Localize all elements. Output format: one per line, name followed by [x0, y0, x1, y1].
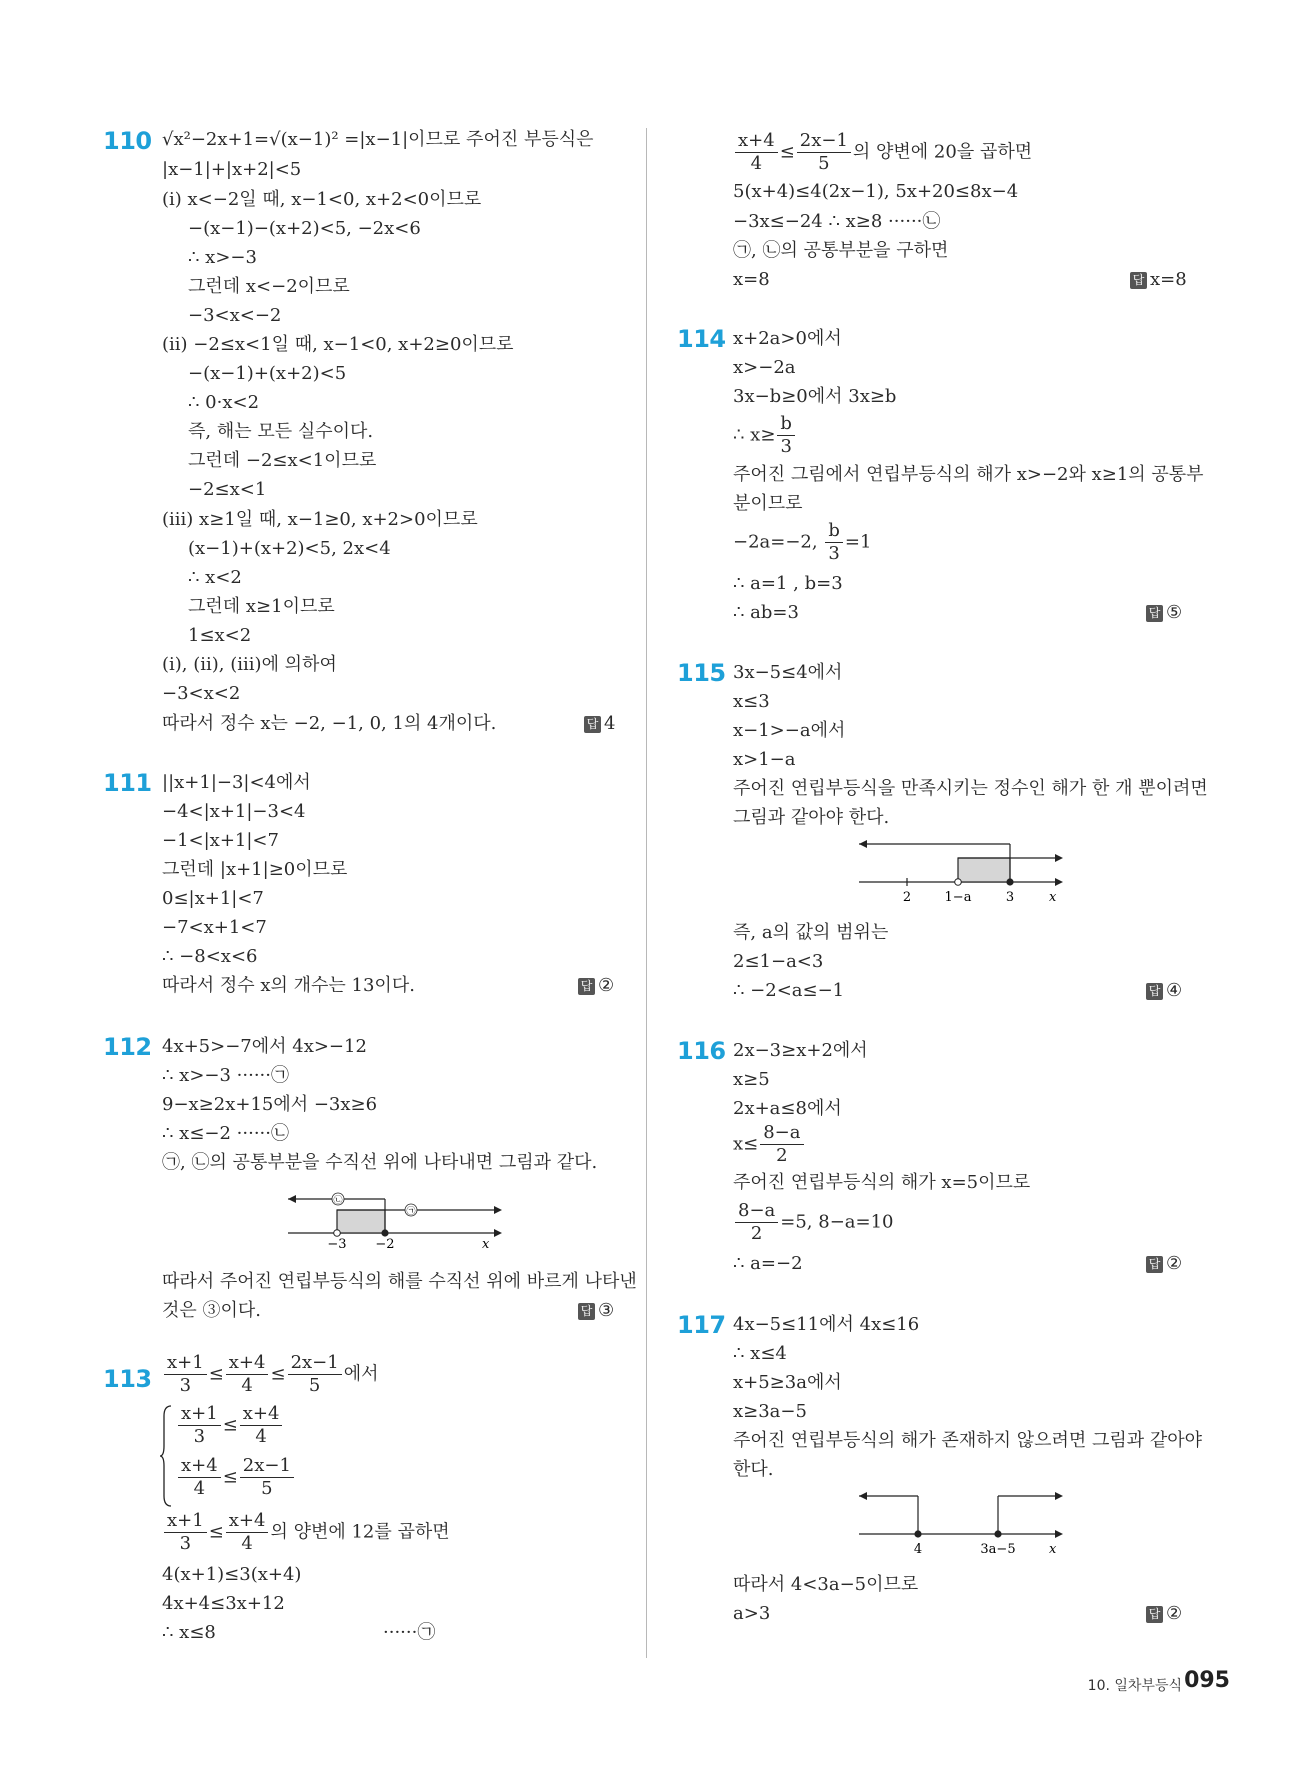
solution-line: 3x−b≥0에서 3x≥b	[733, 386, 897, 407]
solution-line: x>1−a	[733, 749, 796, 770]
solution-line: −7<x+1<7	[162, 917, 267, 938]
axis-label: x	[1049, 1542, 1057, 1557]
number-line-figure	[855, 838, 1070, 908]
solution-line: 즉, 해는 모든 실수이다.	[188, 421, 374, 442]
solution-line: −3<x<2	[162, 683, 241, 704]
solution-line: 4x+5>−7에서 4x>−12	[162, 1036, 367, 1057]
solution-line: ∴ x≤−2 ······㉡	[162, 1123, 289, 1144]
solution-line: ∴ ab=3	[733, 602, 799, 623]
solution-line: 그런데 −2≤x<1이므로	[188, 450, 377, 471]
tick-label: 4	[913, 1542, 923, 1557]
answer-label: 답 ②	[1146, 1252, 1182, 1276]
solution-line: 주어진 연립부등식을 만족시키는 정수인 해가 한 개 뿐이려면	[733, 778, 1208, 799]
solution-line: x=8	[733, 269, 770, 290]
solution-line: ㉠, ㉡의 공통부분을 구하면	[733, 240, 949, 261]
solution-line: 5(x+4)≤4(2x−1), 5x+20≤8x−4	[733, 181, 1019, 202]
solution-line: (x−1)+(x+2)<5, 2x<4	[188, 538, 391, 559]
problem-number: 114	[677, 325, 726, 353]
solution-line: ∴ x>−3 ······㉠	[162, 1065, 289, 1086]
solution-line: 따라서 정수 x의 개수는 13이다.	[162, 975, 415, 996]
solution-line: 것은 ③이다.	[162, 1300, 261, 1321]
solution-line: (ⅱ) −2≤x<1일 때, x−1<0, x+2≥0이므로	[162, 334, 514, 355]
problem-number: 112	[103, 1033, 152, 1061]
answer-label: 답 x=8	[1130, 268, 1187, 292]
solution-line: ∴ a=−2	[733, 1253, 803, 1274]
solution-line: x≥3a−5	[733, 1401, 807, 1422]
solution-line: ∴ a=1 , b=3	[733, 573, 843, 594]
answer-badge-icon: 답	[1146, 983, 1163, 1000]
answer-badge-icon: 답	[1146, 605, 1163, 622]
equation-mark: ······㉠	[383, 1622, 436, 1643]
solution-line: x≤3	[733, 691, 770, 712]
solution-line: −3<x<−2	[188, 305, 282, 326]
solution-line: (ⅰ) x<−2일 때, x−1<0, x+2<0이므로	[162, 189, 482, 210]
problem-number: 113	[103, 1365, 152, 1393]
answer-badge-icon: 답	[578, 978, 595, 995]
solution-line: √x²−2x+1=√(x−1)² =|x−1|이므로 주어진 부등식은	[162, 129, 594, 150]
solution-line: x>−2a	[733, 357, 796, 378]
solution-line: −2a=−2, $\frac{b}{3}$ =1	[733, 520, 872, 564]
solution-line: $\frac{x+1}{3}$ ≤ $\frac{x+4}{4}$ 의 양변에 12를 곱하면	[162, 1510, 450, 1555]
solution-line: 2x+a≤8에서	[733, 1098, 842, 1119]
solution-line: 2≤1−a<3	[733, 951, 824, 972]
solution-line: 분이므로	[733, 493, 803, 514]
mark-label: ㉡	[333, 1196, 343, 1206]
solution-line: x≤ $\frac{8-a}{2}$	[733, 1122, 806, 1167]
number-line-figure	[284, 1182, 504, 1252]
solution-line: ㉠, ㉡의 공통부분을 수직선 위에 나타내면 그림과 같다.	[162, 1152, 598, 1173]
solution-line: x≥5	[733, 1069, 770, 1090]
solution-line: −3x≤−24 ∴ x≥8 ······㉡	[733, 211, 941, 232]
solution-line: 따라서 4<3a−5이므로	[733, 1574, 919, 1595]
number-line-figure	[855, 1490, 1070, 1560]
solution-line: 3x−5≤4에서	[733, 662, 843, 683]
answer-label: 답 ⑤	[1146, 601, 1182, 625]
tick-label: 3	[1005, 890, 1015, 905]
problem-number: 111	[103, 769, 152, 797]
tick-label: 2	[902, 890, 912, 905]
solution-line: 그런데 x<−2이므로	[188, 276, 350, 297]
solution-line: 주어진 연립부등식의 해가 x=5이므로	[733, 1172, 1031, 1193]
column-divider	[646, 128, 647, 1658]
solution-line: 따라서 주어진 연립부등식의 해를 수직선 위에 바르게 나타낸	[162, 1271, 637, 1292]
solution-line: ∴ x≤4	[733, 1343, 787, 1364]
solution-line: 즉, a의 값의 범위는	[733, 922, 889, 943]
answer-label: 답 ④	[1146, 979, 1182, 1003]
answer-badge-icon: 답	[1130, 272, 1147, 289]
solution-line: ∴ x<2	[188, 567, 242, 588]
system-brace	[160, 1404, 174, 1508]
system-inequality: $\frac{x+4}{4}$ ≤ $\frac{2x-1}{5}$	[176, 1455, 296, 1500]
solution-line: 4x−5≤11에서 4x≤16	[733, 1314, 920, 1335]
solution-line: ∴ 0·x<2	[188, 392, 260, 413]
solution-line: −1<|x+1|<7	[162, 830, 279, 851]
solution-line: 0≤|x+1|<7	[162, 888, 264, 909]
solution-line: 4x+4≤3x+12	[162, 1593, 285, 1614]
answer-badge-icon: 답	[578, 1303, 595, 1320]
solution-line: ∴ −2<a≤−1	[733, 980, 845, 1001]
solution-line: 그림과 같아야 한다.	[733, 807, 890, 828]
footer-section-title: 10. 일차부등식	[1087, 1678, 1182, 1694]
solution-line: |x−1|+|x+2|<5	[162, 159, 302, 180]
solution-line: 9−x≥2x+15에서 −3x≥6	[162, 1094, 378, 1115]
solution-line: 1≤x<2	[188, 625, 252, 646]
solution-line: ∴ x>−3	[188, 247, 257, 268]
answer-label: 답 ②	[1146, 1602, 1182, 1626]
solution-line: $\frac{8-a}{2}$ =5, 8−a=10	[733, 1200, 894, 1245]
solution-line: ∴ x≤8	[162, 1622, 216, 1643]
solution-line: 2x−3≥x+2에서	[733, 1040, 868, 1061]
answer-label: 답 ③	[578, 1299, 614, 1323]
problem-number: 116	[677, 1037, 726, 1065]
solution-line: 그런데 |x+1|≥0이므로	[162, 859, 348, 880]
problem-number: 117	[677, 1311, 726, 1339]
tick-label: −2	[375, 1237, 395, 1252]
answer-label: 답 ②	[578, 974, 614, 998]
tick-label: 3a−5	[980, 1542, 1016, 1557]
solution-line: −2≤x<1	[188, 479, 267, 500]
system-inequality: $\frac{x+1}{3}$ ≤ $\frac{x+4}{4}$	[176, 1403, 284, 1448]
solution-line: 4(x+1)≤3(x+4)	[162, 1564, 302, 1585]
solution-line: ∴ x≥ $\frac{b}{3}$	[733, 413, 797, 458]
compound-inequality: $\frac{x+1}{3}$ ≤ $\frac{x+4}{4}$ ≤ $\frac{2x-1}{5}$ 에서	[162, 1352, 378, 1397]
solution-line: x+2a>0에서	[733, 328, 842, 349]
answer-label: 답 4	[584, 712, 615, 736]
axis-label: x	[1049, 890, 1057, 905]
axis-label: x	[482, 1237, 490, 1252]
solution-line: ||x+1|−3|<4에서	[162, 772, 311, 793]
solution-line: 따라서 정수 x는 −2, −1, 0, 1의 4개이다.	[162, 713, 497, 734]
solution-line: x+5≥3a에서	[733, 1372, 842, 1393]
solution-line: x−1>−a에서	[733, 720, 846, 741]
tick-label: −3	[327, 1237, 347, 1252]
mark-label: ㉠	[406, 1207, 416, 1217]
solution-line: 주어진 그림에서 연립부등식의 해가 x>−2와 x≥1의 공통부	[733, 464, 1204, 485]
solution-line: −4<|x+1|−3<4	[162, 801, 306, 822]
answer-badge-icon: 답	[584, 716, 601, 733]
problem-number: 115	[677, 659, 726, 687]
solution-line: 그런데 x≥1이므로	[188, 596, 335, 617]
answer-badge-icon: 답	[1146, 1256, 1163, 1273]
tick-label: 1−a	[944, 890, 972, 905]
solution-line: $\frac{x+4}{4}$ ≤ $\frac{2x-1}{5}$ 의 양변에 20을 곱하면	[733, 130, 1032, 175]
solution-line: 주어진 연립부등식의 해가 존재하지 않으려면 그림과 같아야	[733, 1430, 1203, 1451]
solution-line: (ⅰ), (ⅱ), (ⅲ)에 의하여	[162, 654, 337, 675]
solution-line: −(x−1)−(x+2)<5, −2x<6	[188, 218, 421, 239]
solution-line: a>3	[733, 1603, 771, 1624]
answer-badge-icon: 답	[1146, 1606, 1163, 1623]
solution-line: (ⅲ) x≥1일 때, x−1≥0, x+2>0이므로	[162, 509, 478, 530]
problem-number: 110	[103, 127, 152, 155]
solution-line: ∴ −8<x<6	[162, 946, 258, 967]
solution-line: −(x−1)+(x+2)<5	[188, 363, 347, 384]
page-number: 095	[1184, 1668, 1230, 1693]
solution-line: 한다.	[733, 1459, 774, 1480]
